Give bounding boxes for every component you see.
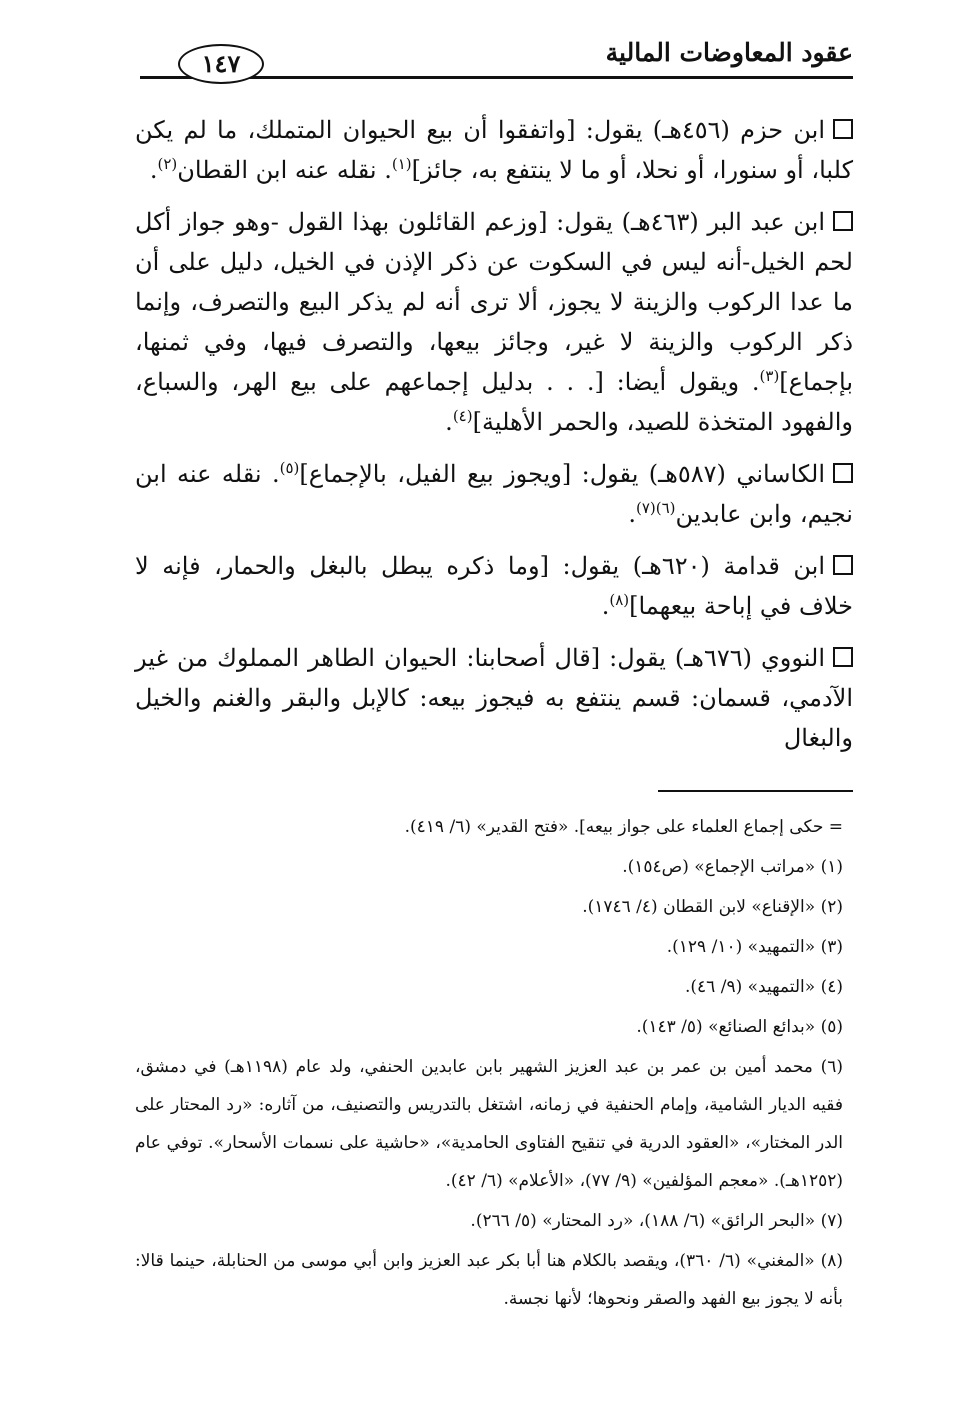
- checkbox-bullet-icon: [833, 119, 853, 139]
- footnote-item: (٦) محمد أمين بن عمر بن عبد العزيز الشهير بابن عابدين الحنفي، ولد عام (١١٩٨هـ) في دمشق، فقيه الديار الشامية، وإمام الحنفية في زمانه، اشتغل بالتدريس والتصنيف، من آثاره: «رد المحتار على الدر المختار»، «العقود الدرية في تنقيح الفتاوى الحامدية»، «حاشية على نسمات الأسحار». توفي عام (١٢٥٢هـ). «معجم المؤلفين» (٩/ ٧٧)، «الأعلام» (٦/ ٤٢).: [135, 1057, 844, 1191]
- paragraph-ibn-abd-al-barr: ابن عبد البر (٤٦٣هـ) يقول: [وزعم القائلون بهذا القول -وهو جواز أكل لحم الخيل-أنه ليس في السكوت عن ذكر الإذن في الخيل، دليل على أن ما عدا الركوب والزينة لا يجوز، ألا ترى أنه لم يذكر البيع والتصرف، وإنما ذكر الركوب والزينة لا غير، وجائز بيعها، والتصرف فيها، وفي ثمنها، بإجماع]$^{(٣)}$. ويقول أيضا: [. . . بدليل إجماعهم على بيع الهر، والسباع، والفهود المتخذة للصيد، والحمر الأهلية]$^{(٤)}$.: [135, 208, 854, 436]
- main-text: [135, 110, 853, 770]
- footnote-ref[interactable]: (٣): [759, 367, 780, 385]
- footnote-ref[interactable]: (٢): [157, 155, 178, 173]
- footnote-separator: [658, 790, 853, 792]
- footnote-ref[interactable]: (٨): [609, 591, 630, 609]
- paragraph-ibn-hazm: ابن حزم (٤٥٦هـ) يقول: [واتفقوا أن بيع الحيوان المتملك، ما لم يكن كلبا، أو سنورا، أو نحلا، أو ما لا ينتفع به، جائز]$^{(١)}$. نقله عنه ابن القطان$^{(٢)}$.: [135, 116, 853, 184]
- footnote-carryover: = حكى إجماع العلماء على جواز بيعه]. «فتح القدير» (٦/ ٤١٩).: [404, 817, 843, 837]
- footnote-item: (٤) «التمهيد» (٩/ ٤٦).: [685, 977, 843, 997]
- footnotes: [135, 808, 843, 1320]
- footnote-ref[interactable]: (٤): [452, 407, 473, 425]
- page-number: ١٤٧: [178, 44, 264, 84]
- paragraph-ibn-qudama: ابن قدامة (٦٢٠هـ) يقول: [وما ذكره يبطل بالبغل والحمار، فإنه لا خلاف في إباحة بيعهما]$^{(٨)}$.: [135, 552, 853, 620]
- paragraph-nawawi: النووي (٦٧٦هـ) يقول: [قال أصحابنا: الحيوان الطاهر المملوك من غير الآدمي، قسمان: قسم ينتفع به فيجوز بيعه: كالإبل والبقر والغنم والخيل والبغال: [135, 644, 853, 752]
- footnote-item: (٧) «البحر الرائق» (٦/ ١٨٨)، «رد المحتار» (٥/ ٢٦٦).: [470, 1211, 843, 1231]
- footnote-item: (٣) «التمهيد» (١٠/ ١٢٩).: [666, 937, 843, 957]
- footnote-item: (٨) «المغني» (٦/ ٣٦٠)، ويقصد بالكلام هنا أبا بكر عبد العزيز وابن أبي موسى من الحنابلة، حينما قالا: بأنه لا يجوز بيع الفهد والصقر ونحوها؛ لأنها نجسة.: [135, 1251, 843, 1309]
- book-title: عقود المعاوضات المالية: [605, 38, 853, 67]
- footnote-ref[interactable]: (٥): [279, 459, 300, 477]
- checkbox-bullet-icon: [833, 647, 853, 667]
- checkbox-bullet-icon: [833, 211, 853, 231]
- footnote-item: (٥) «بدائع الصنائع» (٥/ ١٤٣).: [636, 1017, 843, 1037]
- footnote-ref[interactable]: (١): [391, 155, 412, 173]
- checkbox-bullet-icon: [833, 555, 853, 575]
- footnote-ref[interactable]: (٦)(٧): [635, 499, 676, 517]
- footnote-item: (٢) «الإقناع» لابن القطان (٤/ ١٧٤٦).: [582, 897, 843, 917]
- paragraph-kasani: الكاساني (٥٨٧هـ) يقول: [ويجوز بيع الفيل، بالإجماع]$^{(٥)}$. نقله عنه ابن نجيم، وابن عابدين$^{(٦)(٧)}$.: [135, 459, 853, 528]
- checkbox-bullet-icon: [833, 463, 853, 483]
- footnote-item: (١) «مراتب الإجماع» (ص١٥٤).: [622, 857, 843, 877]
- running-header: [130, 28, 853, 88]
